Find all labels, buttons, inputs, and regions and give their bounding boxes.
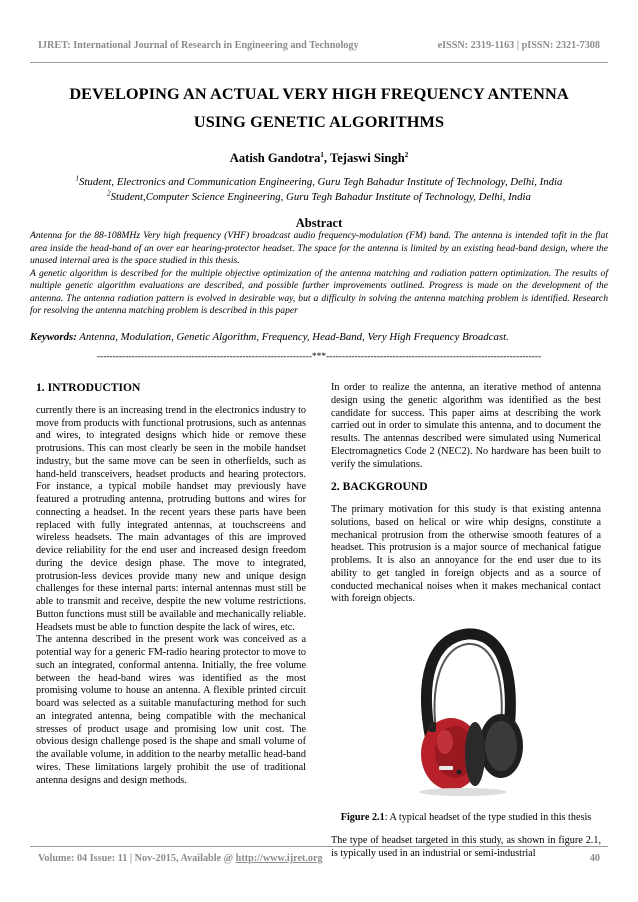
abstract-heading: Abstract xyxy=(295,216,343,230)
author-1-sup: 1 xyxy=(320,150,324,159)
abstract-paragraph-2: A genetic algorithm is described for the multiple objective optimization of the antenna matching and radiation pattern optimization. The results of multiple genetic algorithm evaluations are described, and possible further improvements outlined. Progress is made on the development of the antenna. The antenna radiation pattern is evolved in desirable way, but a difficulty in solving the antenna matching problem is identified. Research for resolving the antenna matching problem is described in this paper xyxy=(30,267,608,316)
figure-caption-text: : A typical headset of the type studied in this thesis xyxy=(384,812,592,823)
footer-volume xyxy=(38,853,323,864)
author-2-sup: 2 xyxy=(404,150,409,159)
affiliation-2 xyxy=(30,190,608,205)
headset-figure xyxy=(401,620,531,798)
intro-paragraph-3: In order to realize the antenna, an iterative method of antenna design using the genetic algorithm was identified as the best candidate for success. This paper aims at describing the work carried out in order to simulate this antenna, and to document the results. The antennas described were simulated using Numerical Electromagnetics Code 2 (NEC2). No hardware has been built to verify the simulations. xyxy=(331,382,601,470)
journal-name: IJRET: International Journal of Research in Engineering and Technology xyxy=(38,40,359,51)
abstract-paragraph-1: Antenna for the 88-108MHz Very high frequency (VHF) broadcast audio frequency-modulation (FM) band. The antenna is intended tofit in the flat area inside the head-band of an over ear hearing-protector headset. The space for the antenna is limited by an existing head-band design, where the unused internal area is the space studied in this thesis. xyxy=(30,230,608,266)
background-paragraph-1: The primary motivation for this study is that existing antenna solutions, based on helical or wire whip designs, constitute a mechanical protrusion from the otherwise smooth features of a headset. This protrusion is a major source of mechanical fatigue problems. It is also an annoyance for the end user due to its ability to get tangled in foreign objects and as a source of conducted mechanical noises when it makes mechanical contact with foreign objects. xyxy=(331,504,601,605)
title-line-1: DEVELOPING AN ACTUAL VERY HIGH FREQUENCY ANTENNA xyxy=(69,84,569,103)
footer-volume-text: Volume: 04 Issue: 11 | Nov-2015, Available @ xyxy=(38,853,236,864)
background-paragraph-2: The type of headset targeted in this study, as shown in figure 2.1, is typically used in an industrial or semi-industrial xyxy=(331,834,601,859)
affiliation-1-text: Student, Electronics and Communication Engineering, Guru Tegh Bahadur Institute of Technology, Delhi, India xyxy=(79,176,563,188)
running-header xyxy=(38,40,600,54)
affiliation-1 xyxy=(30,175,608,190)
affiliations xyxy=(30,175,608,205)
affiliation-2-sup: 2 xyxy=(107,189,111,198)
intro-paragraph-2: The antenna described in the present work was conceived as a potential way for a generic FM-radio hearing protector to move to such an integrated, conformal antenna. Initially, the free volume between the head-band wires was identified as the most promising volume to house an antenna. A flexible printed circuit board was selected as a suitable manufacturing method for such an integrated antenna, being compatible with the mechanical stresses of product usage and promising low unit cost. The obvious design challenge posed is the shape and small volume of the available volume, in addition to the nearby metallic head-band wires. These limitations largely prohibit the use of traditional antenna designs and design methods. xyxy=(36,634,306,786)
section-separator: --------------------------------------------------------------------***-------------------------------------------------------------------- xyxy=(96,352,542,362)
affiliation-2-text: Student,Computer Science Engineering, Guru Tegh Bahadur Institute of Technology, Delhi, India xyxy=(110,191,531,203)
background-heading: 2. BACKGROUND xyxy=(331,480,428,494)
running-footer xyxy=(38,853,600,867)
page-number: 40 xyxy=(589,853,600,864)
keywords-text: Antenna, Modulation, Genetic Algorithm, Frequency, Head-Band, Very High Frequency Broadcast. xyxy=(76,331,509,343)
author-2: Tejaswi Singh xyxy=(329,151,405,165)
left-column xyxy=(36,382,306,787)
figure-caption xyxy=(331,812,601,825)
authors xyxy=(30,151,608,166)
journal-link[interactable]: http://www.ijret.org xyxy=(235,853,323,864)
title-line-2: USING GENETIC ALGORITHMS xyxy=(193,112,445,131)
intro-heading: 1. INTRODUCTION xyxy=(36,381,141,394)
author-sep: , xyxy=(323,151,330,165)
figure-label: Figure 2.1 xyxy=(340,812,385,823)
right-column xyxy=(331,382,601,860)
keywords xyxy=(30,331,608,343)
paper-title xyxy=(30,80,608,136)
affiliation-1-sup: 1 xyxy=(75,174,80,183)
issn: eISSN: 2319-1163 | pISSN: 2321-7308 xyxy=(437,40,600,51)
volume-knob xyxy=(429,722,436,732)
footer-rule xyxy=(30,846,608,847)
header-rule xyxy=(30,62,608,63)
author-1: Aatish Gandotra xyxy=(229,151,321,165)
abstract-body xyxy=(30,230,608,318)
keywords-label: Keywords: xyxy=(30,331,77,343)
intro-paragraph-1: currently there is an increasing trend in the electronics industry to move from products with functional protrusions, such as antennas and wires, to integrated designs which hide or remove these protrusions. This can most clearly be seen in the mobile handset industry, but the same move can be seen in otherfields, such as hand-held transceivers, headset products and hearing protectors. For instance, a typical mobile handset may previously have featured a protruding antenna, protruding buttons and wires for connecting a headset. In the recent years these parts have been replaced with fully integrated antennas, at touchscreens and wireless headsets. The main advantages of this are improved device reliability for the end user and increased design freedom during the device design phase. The move to integrated, protrusion-less devices provide many new and unique design challenges for these internal parts: internal antennas must still be able to transmit and receive, despite the new volume restrictions. Button functions must still be available and mechanically reliable. Headsets must be able to function despite the lack of wires, etc. xyxy=(36,404,306,633)
